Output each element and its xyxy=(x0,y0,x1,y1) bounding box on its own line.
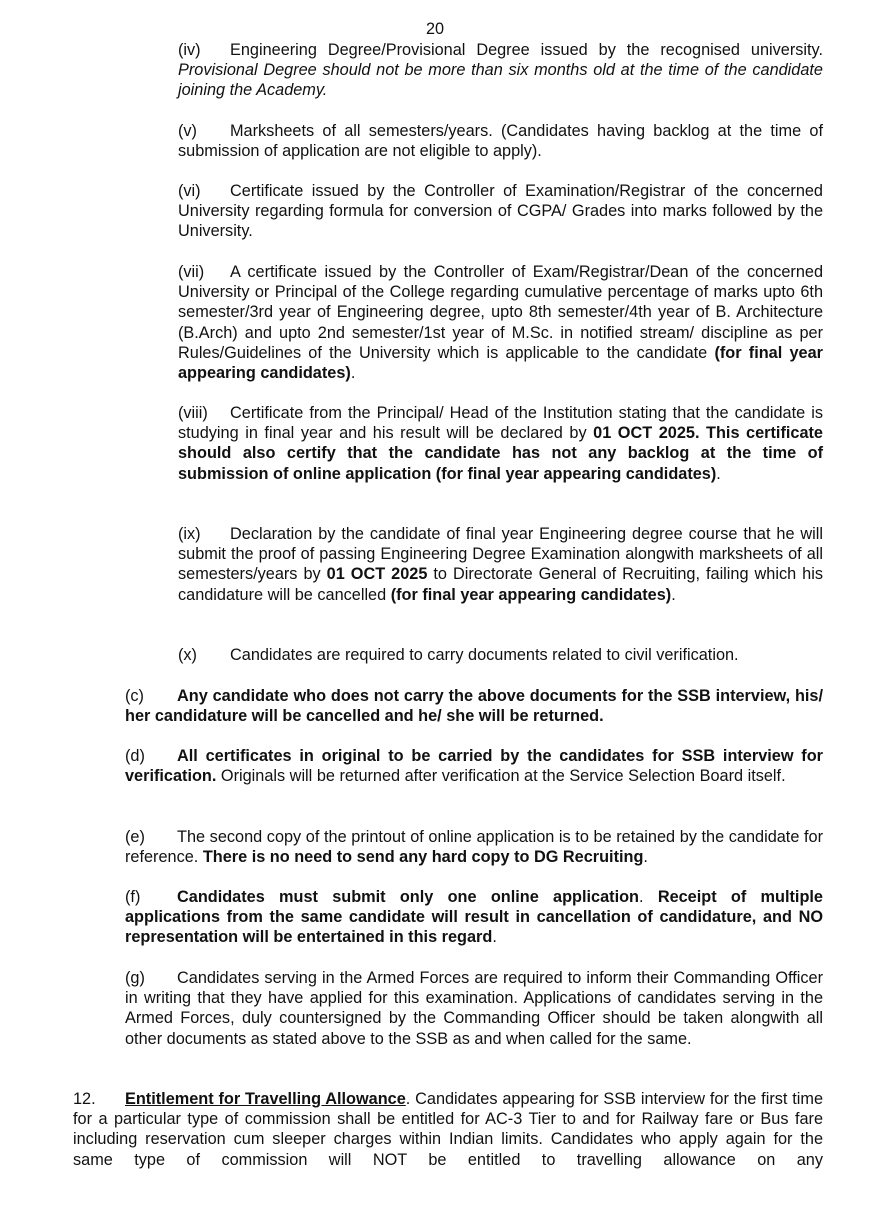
item-label: (ix) xyxy=(178,525,201,543)
item-vii xyxy=(178,262,823,383)
item-text: Declaration by the candidate of final year Engineering degree course that he will submit the proof of passing Engineering Degree Examination alongwith marksheets of all semesters/years by xyxy=(178,525,823,584)
item-label: (viii) xyxy=(178,404,208,422)
item-viii xyxy=(178,403,823,484)
item-text-bold: All certificates in original to be carried by the candidates for SSB interview for verification. xyxy=(125,747,823,786)
item-label: (c) xyxy=(125,687,144,705)
section-number: 12. xyxy=(73,1090,96,1108)
item-text-bold: There is no need to send any hard copy to DG Recruiting xyxy=(202,848,644,867)
item-text-bold: 01 OCT 2025. This certificate should also certify that the candidate has not any backlog at the time of submission of online application (for final year appearing candidates) xyxy=(178,424,823,483)
item-label: (g) xyxy=(125,969,145,987)
section-text: . Candidates appearing for SSB interview for the first time for a particular type of commission shall be entitled for AC-3 Tier to and for Railway fare or Bus fare including reservation cum sleeper charges within Indian limits. Candidates who apply again for the same type of commission will NOT be entitled to travelling allowance on any xyxy=(73,1090,823,1169)
item-label: (vii) xyxy=(178,263,205,281)
item-label: (f) xyxy=(125,888,141,906)
item-ix xyxy=(178,524,823,605)
item-text-bold: (for final year appearing candidates) xyxy=(390,585,672,604)
item-text: Certificate issued by the Controller of Examination/Registrar of the concerned University regarding formula for conversion of CGPA/ Grades into marks followed by the University. xyxy=(178,182,823,241)
item-text: to Directorate General of Recruiting, failing which his candidature will be cancelled xyxy=(178,565,823,604)
item-vi xyxy=(178,181,823,242)
item-text-bold: 01 OCT 2025 xyxy=(326,565,428,584)
item-text-bold: Candidates must submit only one online application xyxy=(177,888,639,906)
item-text: . xyxy=(639,888,658,906)
item-f xyxy=(125,887,823,948)
item-label: (v) xyxy=(178,122,197,140)
item-text: . xyxy=(716,464,721,483)
item-v xyxy=(178,121,823,161)
section-heading: Entitlement for Travelling Allowance xyxy=(125,1090,406,1108)
item-text-bold: Receipt of multiple applications from the same candidate will result in cancellation of candidature, and NO representation will be entertained in this regard xyxy=(125,888,823,947)
item-text: The second copy of the printout of online application is to be retained by the candidate for reference. xyxy=(125,828,823,867)
item-text: . xyxy=(350,364,356,383)
item-label: (vi) xyxy=(178,182,201,200)
item-g xyxy=(125,968,823,1049)
item-text: Engineering Degree/Provisional Degree issued by the recognised university. xyxy=(230,41,823,59)
item-text: . xyxy=(671,585,676,604)
page-number: 20 xyxy=(425,20,445,38)
item-text: Marksheets of all semesters/years. (Candidates having backlog at the time of submission of application are not eligible to apply). xyxy=(178,122,823,161)
item-text: Originals will be returned after verification at the Service Selection Board itself. xyxy=(216,767,786,786)
item-e xyxy=(125,827,823,867)
section-12 xyxy=(73,1089,823,1170)
item-text-bold: (for final year appearing candidates) xyxy=(178,343,823,383)
item-label: (iv) xyxy=(178,41,201,59)
item-label: (d) xyxy=(125,747,145,765)
item-label: (x) xyxy=(178,646,197,664)
item-text: Certificate from the Principal/ Head of the Institution stating that the candidate is studying in final year and his result will be declared by xyxy=(178,404,823,443)
item-x xyxy=(178,645,823,665)
item-c xyxy=(125,686,823,726)
item-text: . xyxy=(492,928,497,947)
item-text-italic: Provisional Degree should not be more than six months old at the time of the candidate joining the Academy. xyxy=(178,61,823,100)
item-text: . xyxy=(643,848,648,867)
item-text-bold: Any candidate who does not carry the above documents for the SSB interview, his/ her candidature will be cancelled and he/ she will be returned. xyxy=(125,687,823,726)
item-text: Candidates serving in the Armed Forces are required to inform their Commanding Officer in writing that they have applied for this examination. Applications of candidates serving in the Armed Forces, duly countersigned by the Commanding Officer should be taken alongwith all other documents as stated above to the SSB as and when called for the same. xyxy=(125,969,823,1048)
item-iv xyxy=(178,40,823,101)
item-d xyxy=(125,746,823,786)
item-label: (e) xyxy=(125,828,145,846)
item-text: Candidates are required to carry documents related to civil verification. xyxy=(230,646,739,664)
item-text: A certificate issued by the Controller of Exam/Registrar/Dean of the concerned University or Principal of the College regarding cumulative percentage of marks upto 6th semester/3rd year of Engineering degree, upto 8th semester/4th year of B. Architecture (B.Arch) and upto 2nd semester/1st year of M.Sc. in notified stream/ discipline as per Rules/Guidelines of the University which is applicable to the candidate xyxy=(178,263,823,362)
